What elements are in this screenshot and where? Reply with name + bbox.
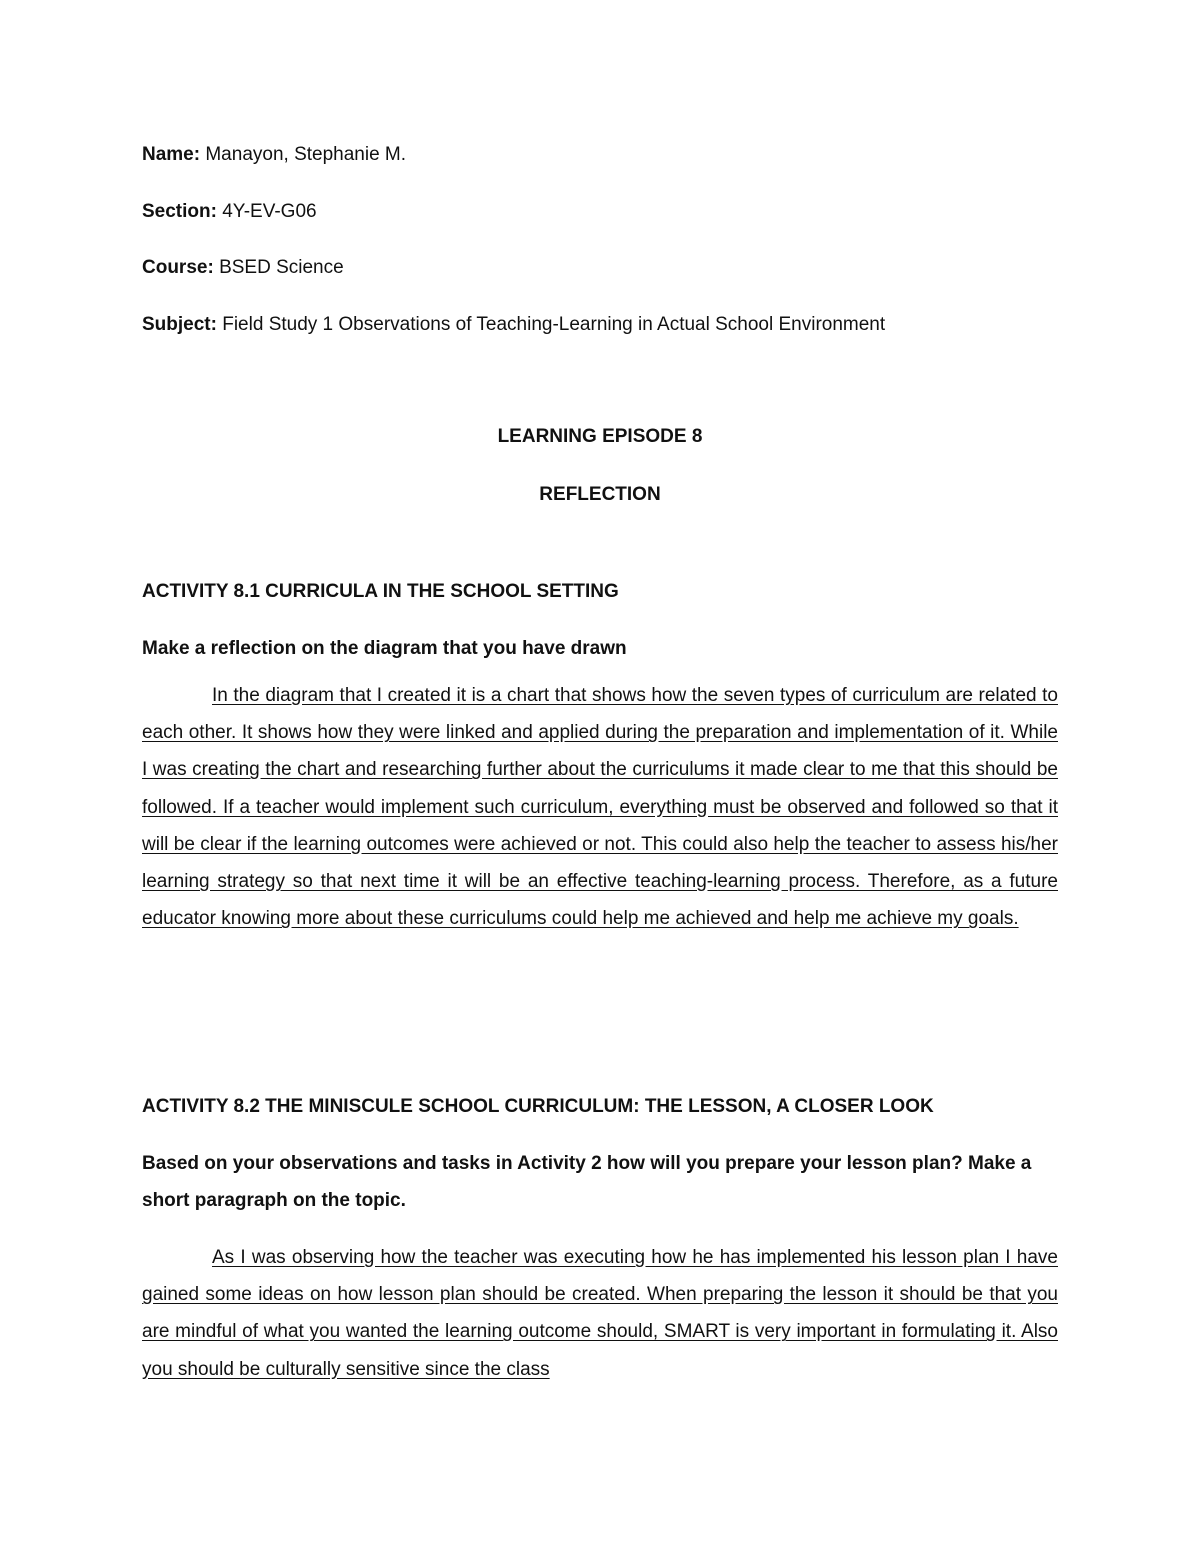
section-label: Section: [142,201,217,222]
name-value: Manayon, Stephanie M. [205,144,407,165]
course-line [142,256,344,280]
subject-line [142,313,885,337]
subject-label: Subject: [142,314,217,335]
course-label: Course: [142,257,214,278]
activity-8-2-heading: ACTIVITY 8.2 THE MINISCULE SCHOOL CURRICULUM: THE LESSON, A CLOSER LOOK [142,1096,934,1117]
activity-8-2-prompt: Based on your observations and tasks in Activity 2 how will you prepare your lesson plan? Make a short paragraph on the topic. [142,1153,1032,1211]
activity-8-2-answer: As I was observing how the teacher was executing how he has implemented his lesson plan I have gained some ideas on how lesson plan should be created. When preparing the lesson it should be that you are mindful of what you wanted the learning outcome should, SMART is very important in formulating it. Also you should be culturally sensitive since the class [142,1247,1058,1380]
name-label: Name: [142,144,201,165]
activity-8-1-prompt: Make a reflection on the diagram that you have drawn [142,638,627,659]
activity-8-1-heading: ACTIVITY 8.1 CURRICULA IN THE SCHOOL SETTING [142,581,619,602]
episode-title: LEARNING EPISODE 8 [497,426,703,447]
reflection-title: REFLECTION [539,484,661,505]
course-value: BSED Science [219,257,344,278]
subject-value: Field Study 1 Observations of Teaching-Learning in Actual School Environment [222,314,886,335]
section-line [142,200,317,224]
section-value: 4Y-EV-G06 [222,201,317,222]
activity-8-1-answer: In the diagram that I created it is a chart that shows how the seven types of curriculum are related to each other. It shows how they were linked and applied during the preparation and implementation of it. While I was creating the chart and researching further about the curriculums it made clear to me that this should be followed. If a teacher would implement such curriculum, everything must be observed and followed so that it will be clear if the learning outcomes were achieved or not. This could also help the teacher to assess his/her learning strategy so that next time it will be an effective teaching-learning process. Therefore, as a future educator knowing more about these curriculums could help me achieved and help me achieve my goals. [142,685,1058,930]
name-line [142,143,406,167]
